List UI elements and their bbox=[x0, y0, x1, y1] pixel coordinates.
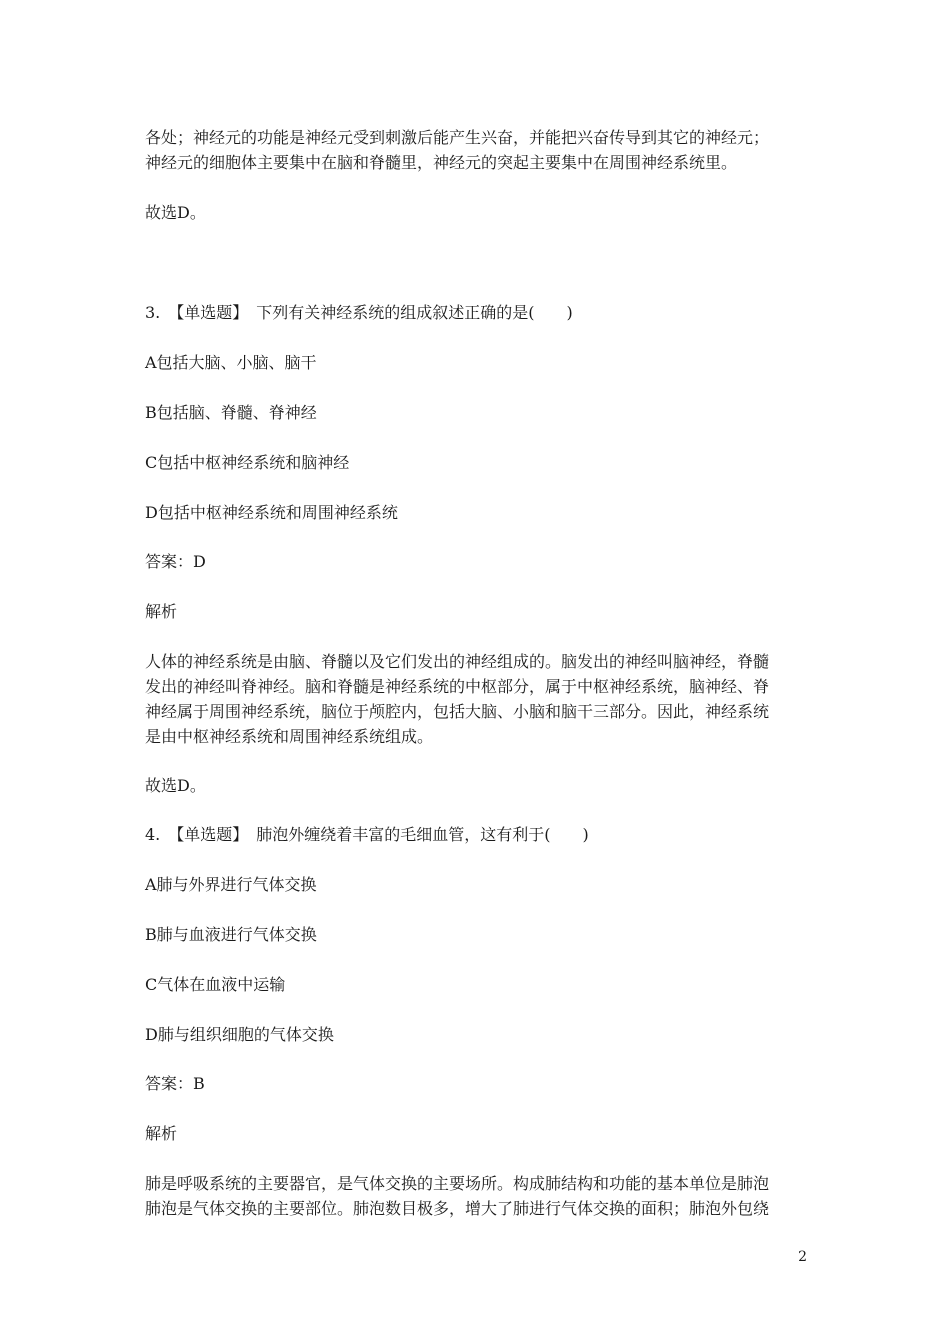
q3-option-d: D包括中枢神经系统和周围神经系统 bbox=[145, 503, 398, 522]
text-line: 是由中枢神经系统和周围神经系统组成。 bbox=[145, 727, 434, 746]
q4-answer: 答案：B bbox=[145, 1074, 205, 1093]
q3-answer: 答案：D bbox=[145, 552, 206, 571]
text-line: 人体的神经系统是由脑、脊髓以及它们发出的神经组成的。脑发出的神经叫脑神经，脊髓 bbox=[145, 652, 770, 671]
conclusion-text: 故选D。 bbox=[145, 203, 206, 222]
question-4: 4. 【单选题】 肺泡外缠绕着丰富的毛细血管，这有利于( ) bbox=[145, 825, 589, 844]
q4-option-b: B肺与血液进行气体交换 bbox=[145, 925, 317, 944]
text-line: 神经元的细胞体主要集中在脑和脊髓里，神经元的突起主要集中在周围神经系统里。 bbox=[145, 153, 738, 172]
text-line: 神经属于周围神经系统，脑位于颅腔内，包括大脑、小脑和脑干三部分。因此，神经系统 bbox=[145, 702, 770, 721]
q4-option-c: C气体在血液中运输 bbox=[145, 975, 286, 994]
q3-option-c: C包括中枢神经系统和脑神经 bbox=[145, 453, 350, 472]
text-line: 发出的神经叫脊神经。脑和脊髓是神经系统的中枢部分，属于中枢神经系统，脑神经、脊 bbox=[145, 677, 770, 696]
text-line: 各处；神经元的功能是神经元受到刺激后能产生兴奋，并能把兴奋传导到其它的神经元； bbox=[145, 128, 770, 147]
text-line: 肺是呼吸系统的主要器官，是气体交换的主要场所。构成肺结构和功能的基本单位是肺泡 bbox=[145, 1174, 770, 1193]
text-line: 肺泡是气体交换的主要部位。肺泡数目极多，增大了肺进行气体交换的面积；肺泡外包绕 bbox=[145, 1199, 770, 1218]
q4-analysis-label: 解析 bbox=[145, 1124, 178, 1143]
q3-option-b: B包括脑、脊髓、脊神经 bbox=[145, 403, 317, 422]
continuation-text bbox=[145, 125, 810, 175]
q4-option-a: A肺与外界进行气体交换 bbox=[145, 875, 317, 894]
q3-option-a: A包括大脑、小脑、脑干 bbox=[145, 353, 317, 372]
q3-conclusion: 故选D。 bbox=[145, 776, 206, 795]
q4-option-d: D肺与组织细胞的气体交换 bbox=[145, 1025, 334, 1044]
q3-analysis bbox=[145, 649, 810, 749]
q3-analysis-label: 解析 bbox=[145, 602, 178, 621]
q4-analysis bbox=[145, 1171, 810, 1221]
page-number: 2 bbox=[798, 1249, 807, 1265]
question-3: 3. 【单选题】 下列有关神经系统的组成叙述正确的是( ) bbox=[145, 303, 573, 322]
